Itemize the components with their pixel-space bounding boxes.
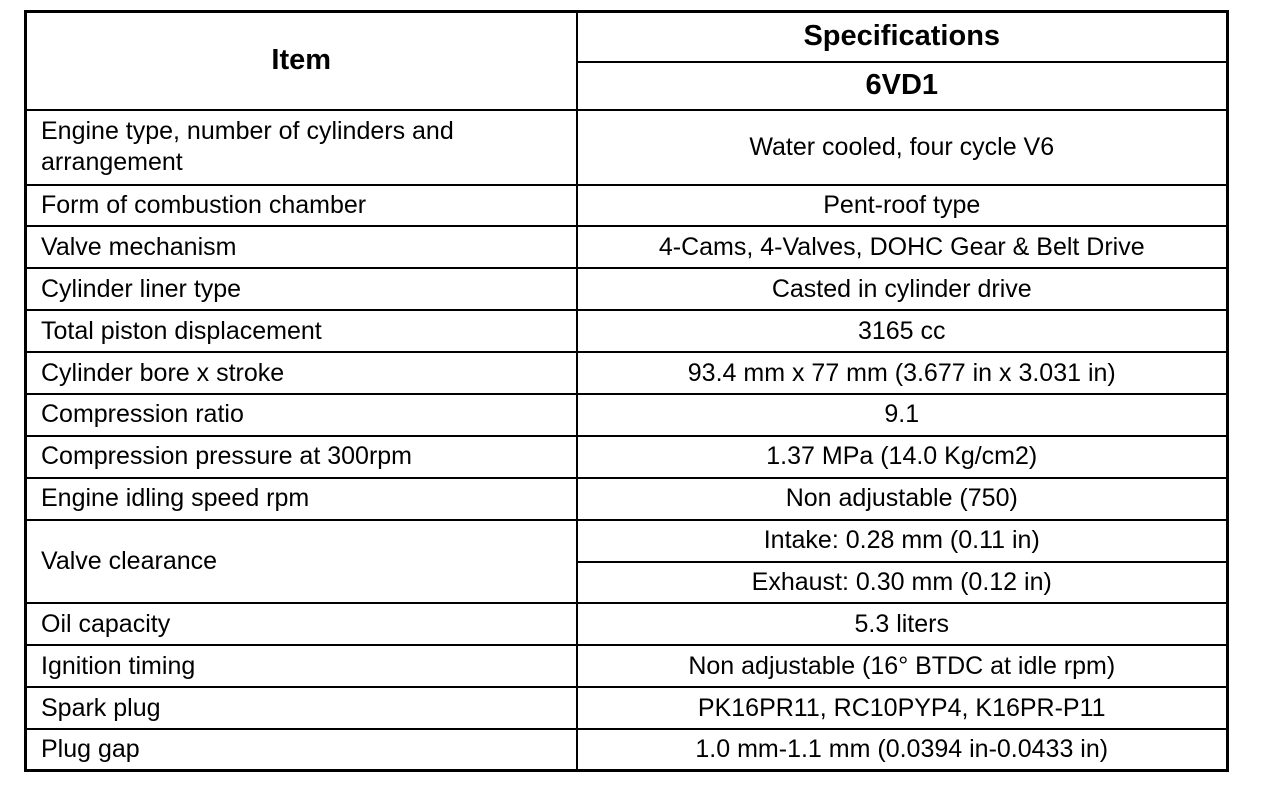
item-cell: Plug gap <box>26 729 577 771</box>
table-row <box>26 394 1228 436</box>
spec-cell: 5.3 liters <box>577 603 1228 645</box>
table-row <box>26 603 1228 645</box>
spec-cell: 9.1 <box>577 394 1228 436</box>
specifications-column-header: Specifications <box>577 12 1228 62</box>
spec-cell: Non adjustable (16° BTDC at idle rpm) <box>577 645 1228 687</box>
item-cell: Ignition timing <box>26 645 577 687</box>
table-row <box>26 687 1228 729</box>
spec-cell: Pent-roof type <box>577 185 1228 227</box>
table-row <box>26 226 1228 268</box>
item-cell: Compression ratio <box>26 394 577 436</box>
spec-cell: PK16PR11, RC10PYP4, K16PR-P11 <box>577 687 1228 729</box>
table-row <box>26 185 1228 227</box>
item-cell: Compression pressure at 300rpm <box>26 436 577 478</box>
spec-cell: 1.37 MPa (14.0 Kg/cm2) <box>577 436 1228 478</box>
table-row <box>26 268 1228 310</box>
valve-clearance-cell: Valve clearance <box>26 520 577 604</box>
specifications-table <box>24 10 1229 772</box>
table-row <box>26 478 1228 520</box>
item-cell: Cylinder liner type <box>26 268 577 310</box>
exhaust-clearance-cell: Exhaust: 0.30 mm (0.12 in) <box>577 562 1228 604</box>
item-cell: Form of combustion chamber <box>26 185 577 227</box>
table-row <box>26 729 1228 771</box>
table-row <box>26 352 1228 394</box>
spec-cell: Non adjustable (750) <box>577 478 1228 520</box>
spec-cell: Casted in cylinder drive <box>577 268 1228 310</box>
spec-cell: 1.0 mm-1.1 mm (0.0394 in-0.0433 in) <box>577 729 1228 771</box>
table-row <box>26 436 1228 478</box>
table-row <box>26 645 1228 687</box>
item-column-header: Item <box>26 12 577 110</box>
table-row <box>26 520 1228 562</box>
item-cell: Engine idling speed rpm <box>26 478 577 520</box>
header-row <box>26 12 1228 62</box>
item-cell: Engine type, number of cylinders and arrangement <box>26 110 577 185</box>
item-cell: Spark plug <box>26 687 577 729</box>
item-cell: Cylinder bore x stroke <box>26 352 577 394</box>
spec-cell: Water cooled, four cycle V6 <box>577 110 1228 185</box>
table-row <box>26 110 1228 185</box>
spec-cell: 93.4 mm x 77 mm (3.677 in x 3.031 in) <box>577 352 1228 394</box>
table-row <box>26 310 1228 352</box>
model-header: 6VD1 <box>577 62 1228 110</box>
spec-cell: 4-Cams, 4-Valves, DOHC Gear & Belt Drive <box>577 226 1228 268</box>
intake-clearance-cell: Intake: 0.28 mm (0.11 in) <box>577 520 1228 562</box>
item-cell: Total piston displacement <box>26 310 577 352</box>
item-cell: Oil capacity <box>26 603 577 645</box>
item-cell: Valve mechanism <box>26 226 577 268</box>
spec-cell: 3165 cc <box>577 310 1228 352</box>
